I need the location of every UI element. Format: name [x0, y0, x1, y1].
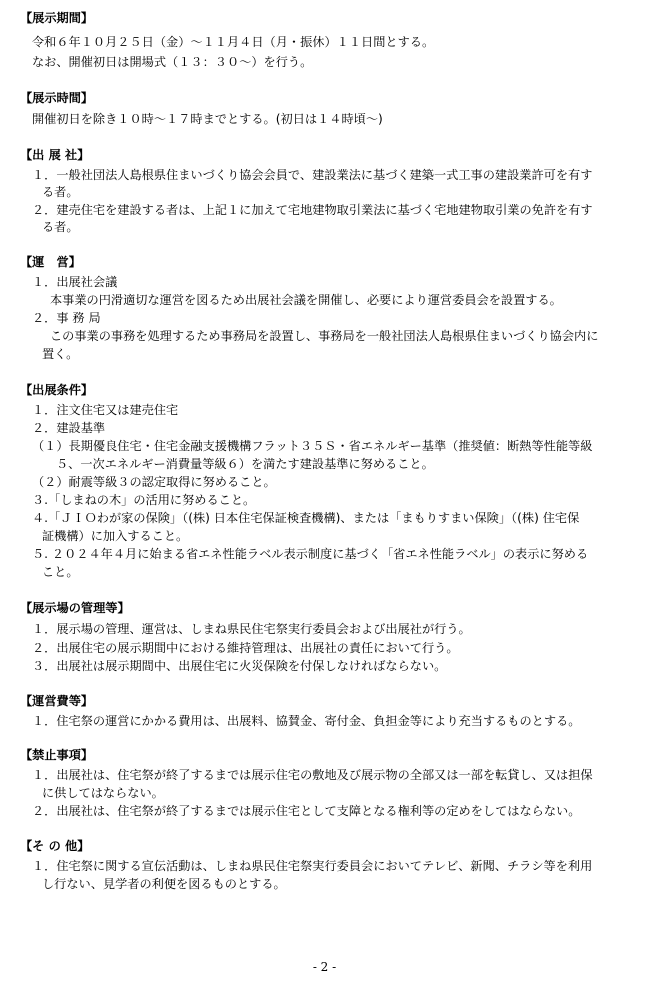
prohibited-line-1: １．出展社は、住宅祭が終了するまでは展示住宅の敷地及び展示物の全部又は一部を転貸し、又は担保 [32, 768, 593, 782]
section-heading-management: 【展示場の管理等】 [20, 601, 130, 615]
page-number: - 2 - [312, 960, 337, 974]
conditions-line-2-1: （１）長期優良住宅・住宅金融支援機構フラット３５Ｓ・省エネルギー基準（推奨値：断熱等性能等級 [32, 439, 593, 453]
prohibited-line-1-cont: に供してはならない。 [42, 786, 164, 800]
operation-line-1-detail: 本事業の円滑適切な運営を図るため出展社会議を開催し、必要により運営委員会を設置する。 [50, 293, 562, 307]
operation-line-2-detail: この事業の事務を処理するため事務局を設置し、事務局を一般社団法人島根県住まいづくり協会内に [50, 329, 599, 343]
conditions-line-4-cont: 証機構）に加入すること。 [42, 529, 189, 543]
conditions-line-4: ４.「ＪＩＯわが家の保険」（(株) 日本住宅保証検査機構)、または「まもりすまい保険」（(株) 住宅保 [32, 511, 580, 525]
exhibitors-line-2: ２．建売住宅を建設する者は、上記１に加えて宅地建物取引業法に基づく宅地建物取引業の免許を有す [32, 203, 593, 217]
operation-line-2: ２．事 務 局 [32, 311, 101, 325]
management-line-2: ２．出展住宅の展示期間中における維持管理は、出展社の責任において行う。 [32, 641, 459, 655]
conditions-line-2-1-cont: ５、一次エネルギー消費量等級６）を満たす建設基準に努めること。 [56, 457, 434, 471]
section-heading-costs: 【運営費等】 [20, 694, 94, 708]
operation-line-1: １．出展社会議 [32, 275, 118, 289]
period-line-1: 令和６年１０月２５日（金）～１１月４日（月・振休）１１日間とする。 [32, 35, 435, 49]
costs-line-1: １．住宅祭の運営にかかる費用は、出展料、協賛金、寄付金、負担金等により充当するものとする。 [32, 714, 581, 728]
management-line-1: １．展示場の管理、運営は、しまね県民住宅祭実行委員会および出展社が行う。 [32, 622, 471, 636]
conditions-line-1: １．注文住宅又は建売住宅 [32, 403, 179, 417]
conditions-line-3: ３.「しまねの木」の活用に努めること。 [32, 493, 256, 507]
exhibitors-line-1-cont: る者。 [42, 185, 79, 199]
prohibited-line-2: ２．出展社は、住宅祭が終了するまでは展示住宅として支障となる権利等の定めをしてはならない。 [32, 804, 581, 818]
hours-line-1: 開催初日を除き１０時～１７時までとする。(初日は１４時頃～) [32, 112, 383, 126]
period-line-2: なお、開催初日は開場式（１３：３０～）を行う。 [32, 55, 313, 69]
section-heading-period: 【展示期間】 [20, 11, 94, 25]
management-line-3: ３．出展社は展示期間中、出展住宅に火災保険を付保しなければならない。 [32, 659, 447, 673]
other-line-1-cont: し行ない、見学者の利便を図るものとする。 [42, 877, 286, 891]
other-line-1: １．住宅祭に関する宣伝活動は、しまね県民住宅祭実行委員会においてテレビ、新聞、チラシ等を利用 [32, 859, 593, 873]
conditions-line-5-cont: こと。 [42, 565, 79, 579]
section-heading-conditions: 【出展条件】 [20, 383, 94, 397]
section-heading-hours: 【展示時間】 [20, 91, 94, 105]
section-heading-operation: 【運 営】 [20, 255, 81, 269]
section-heading-prohibited: 【禁止事項】 [20, 748, 94, 762]
exhibitors-line-2-cont: る者。 [42, 220, 79, 234]
conditions-line-2: ２．建設基準 [32, 421, 106, 435]
operation-line-2-detail-cont: 置く。 [42, 347, 79, 361]
exhibitors-line-1: １．一般社団法人島根県住まいづくり協会会員で、建設業法に基づく建築一式工事の建設業許可を有す [32, 168, 593, 182]
section-heading-exhibitors: 【出 展 社】 [20, 148, 90, 162]
conditions-line-5: ５. ２０２４年４月に始まる省エネ性能ラベル表示制度に基づく「省エネ性能ラベル」の表示に努める [32, 547, 589, 561]
section-heading-other: 【そ の 他】 [20, 839, 90, 853]
conditions-line-2-2: （２）耐震等級３の認定取得に努めること。 [32, 475, 276, 489]
